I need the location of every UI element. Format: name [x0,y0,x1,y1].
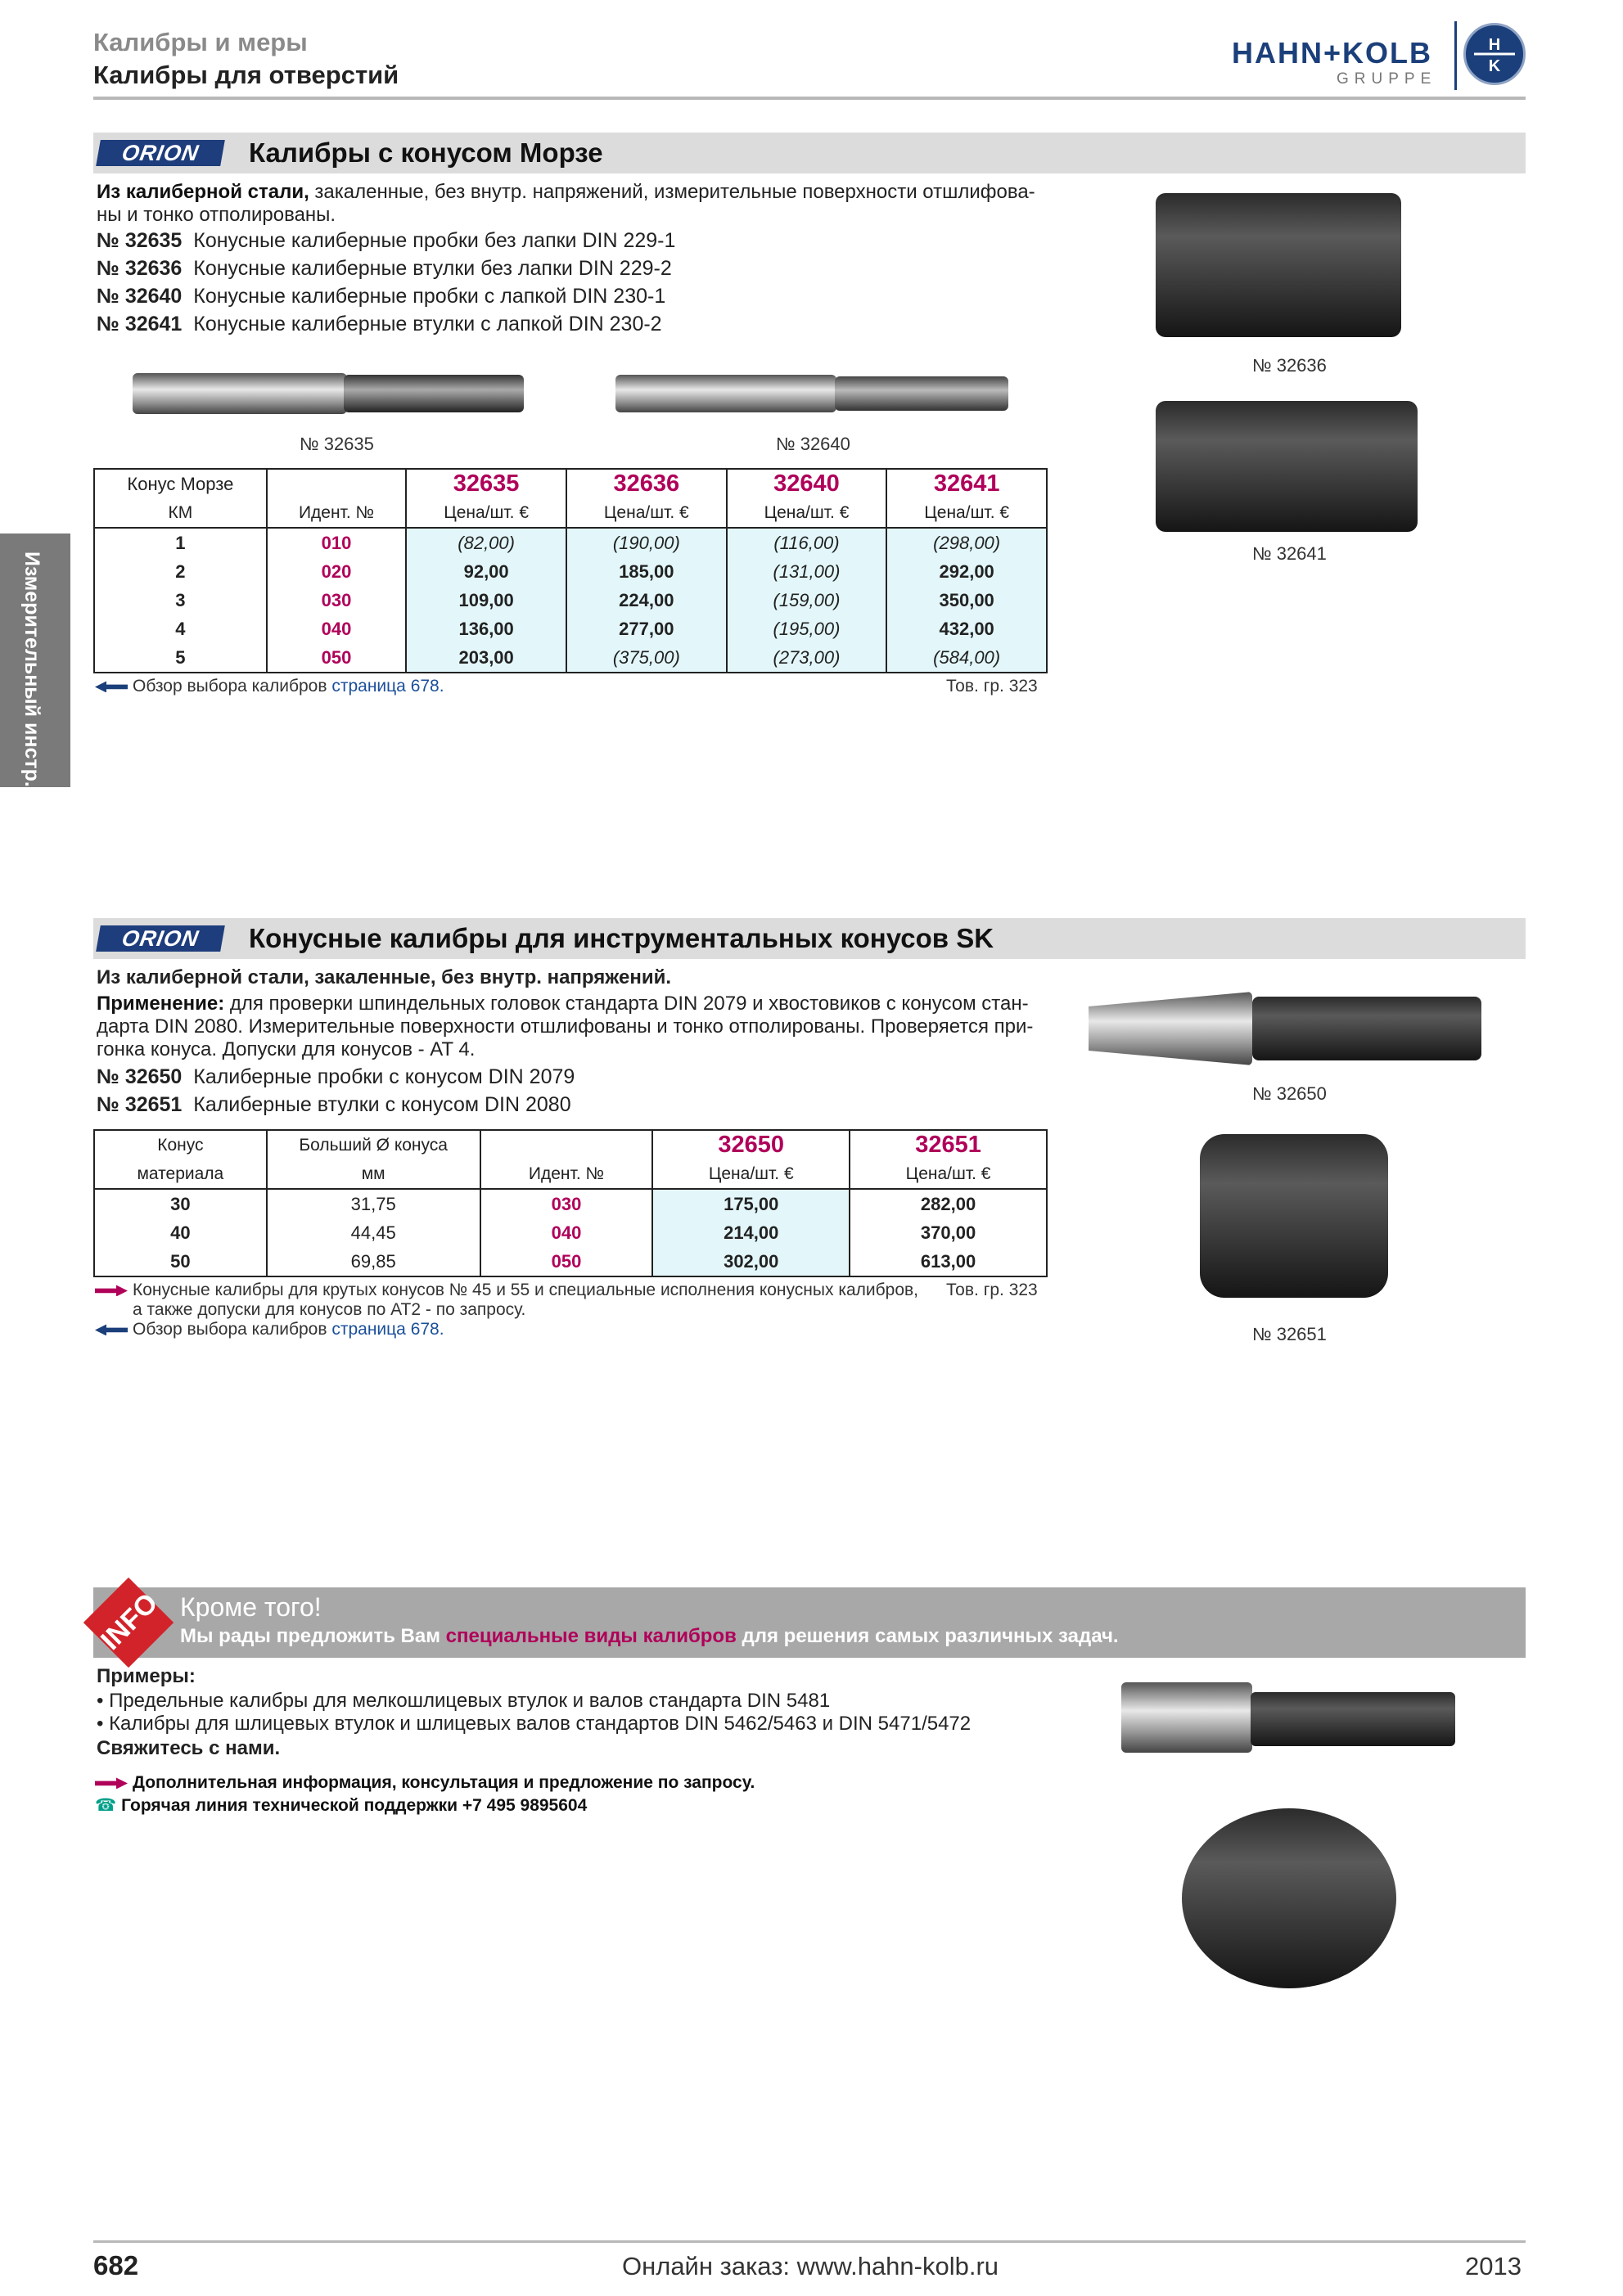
table-row: 30 31,75 030 175,00 282,00 [94,1189,1047,1218]
examples-label: Примеры: [97,1665,196,1687]
logo-text: HAHN+KOLB [1232,36,1433,70]
example-item: • Калибры для шлицевых втулок и шлицевых валов стандартов DIN 5462/5463 и DIN 5471/5472 [97,1713,972,1735]
section2-application-line3: гонка конуса. Допуски для конусов - AT 4. [97,1038,476,1060]
table-col-header: 32641 [886,469,1047,498]
arrow-left-icon [95,1324,128,1335]
section2-request-note-line2: а также допуски для конусов по AT2 - по запросу. [133,1300,526,1319]
table-col-header: 32635 [406,469,566,498]
sk-plug-gauge-handle-32650 [1252,997,1481,1060]
spline-ring-gauge-image [1182,1808,1396,1988]
section1-description-line2: ны и тонко отполированы. [97,204,336,226]
header-divider [93,97,1526,100]
section1-overview-note: Обзор выбора калибров страница 678. [95,676,444,696]
table-header: Идент. № [267,498,407,528]
table-row: 2 020 92,00 185,00 (131,00) 292,00 [94,557,1047,586]
info-banner [93,1587,1526,1658]
table-header: Цена/шт. € [886,498,1047,528]
sk-sleeve-gauge-image-32651 [1200,1134,1388,1298]
logo-divider [1454,21,1457,90]
table-header: Конус [94,1130,267,1159]
table-header: Цена/шт. € [850,1159,1047,1189]
table-header: Идент. № [480,1159,653,1189]
table-row: 3 030 109,00 224,00 (159,00) 350,00 [94,586,1047,615]
table-col-header: 32651 [850,1130,1047,1159]
section2-application-line2: дарта DIN 2080. Измерительные поверхности отшлифованы и тонко отполированы. Проверяется при- [97,1015,1034,1038]
table-header: Цена/шт. € [727,498,887,528]
info-text: Мы рады предложить Вам специальные виды калибров для решения самых различных задач. [180,1625,1119,1647]
side-tab[interactable] [0,533,70,787]
hk-logo-icon [1463,23,1526,85]
page-link[interactable]: страница 678. [331,1320,444,1339]
plug-gauge-image-32635 [133,373,347,414]
sk-plug-gauge-image-32650 [1089,992,1252,1065]
article-32651: № 32651 Калиберные втулки с конусом DIN 2080 [97,1093,571,1116]
table-header: КМ [94,498,267,528]
page-number: 682 [93,2250,139,2280]
image-caption-32641: № 32641 [1252,543,1327,564]
image-caption-32651: № 32651 [1252,1324,1327,1344]
orion-logo: ORION [96,140,225,166]
section2-product-group: Тов. гр. 323 [946,1281,1038,1299]
plug-gauge-image-32640 [615,375,836,412]
table-row: 40 44,45 040 214,00 370,00 [94,1218,1047,1247]
spline-gauge-image [1121,1682,1252,1753]
contact-text: Свяжитесь с нами. [97,1737,281,1759]
table-col-header: 32640 [727,469,887,498]
spline-gauge-handle [1251,1692,1455,1746]
orion-logo: ORION [96,925,225,952]
example-item: • Предельные калибры для мелкошлицевых втулок и валов стандарта DIN 5481 [97,1690,831,1712]
side-tab-label: Измерительный инстр. [20,551,43,787]
sleeve-gauge-image-32636 [1156,193,1401,337]
hotline-note: ☎ Горячая линия технической поддержки +7 495 9895604 [95,1796,588,1815]
plug-gauge-handle-32635 [344,375,524,412]
table-header: Конус Морзе [94,469,267,498]
image-caption-32635: № 32635 [300,434,374,454]
sleeve-gauge-image-32641 [1156,401,1418,532]
online-order-link[interactable]: Онлайн заказ: www.hahn-kolb.ru [622,2252,999,2280]
table-row: 1 010 (82,00) (190,00) (116,00) (298,00) [94,528,1047,557]
section2-request-note: Конусные калибры для крутых конусов № 45 и 55 и специальные исполнения конусных калибров, [95,1280,918,1300]
page-link[interactable]: страница 678. [331,677,444,696]
article-32640: № 32640 Конусные калиберные пробки с лапкой DIN 230-1 [97,285,666,308]
section1-product-group: Тов. гр. 323 [946,677,1038,696]
catalog-year: 2013 [1465,2252,1522,2280]
arrow-right-icon [95,1285,128,1296]
table-header: Цена/шт. € [652,1159,850,1189]
arrow-left-icon [95,681,128,692]
table-row: 50 69,85 050 302,00 613,00 [94,1247,1047,1276]
table-header: Цена/шт. € [566,498,727,528]
plug-gauge-handle-32640 [835,376,1008,411]
section2-overview-note: Обзор выбора калибров страница 678. [95,1319,444,1339]
table-row: 4 040 136,00 277,00 (195,00) 432,00 [94,615,1047,643]
section2-header [93,918,1526,959]
logo-subtext: GRUPPE [1337,70,1437,88]
table-header: мм [267,1159,480,1189]
info-title: Кроме того! [180,1592,322,1622]
section1-description: Из калиберной стали, закаленные, без внутр. напряжений, измерительные поверхности отшлифова- [97,181,1035,203]
header-category: Калибры и меры [93,28,308,56]
article-32635: № 32635 Конусные калиберные пробки без лапки DIN 229-1 [97,229,676,252]
table-header: Цена/шт. € [406,498,566,528]
article-32636: № 32636 Конусные калиберные втулки без лапки DIN 229-2 [97,257,672,280]
table-row: 5 050 203,00 (375,00) (273,00) (584,00) [94,643,1047,673]
morse-taper-table [93,468,1048,673]
article-32641: № 32641 Конусные калиберные втулки с лапкой DIN 230-2 [97,313,662,335]
section2-title: Конусные калибры для инструментальных конусов SK [249,923,994,953]
table-col-header: 32650 [652,1130,850,1159]
info-icon: INFO [83,1578,174,1668]
svg-text:K: K [1488,57,1501,75]
image-caption-32636: № 32636 [1252,355,1327,376]
more-info-note: Дополнительная информация, консультация и предложение по запросу. [95,1772,755,1793]
svg-text:H: H [1488,36,1501,54]
sk-taper-table [93,1129,1048,1277]
article-32650: № 32650 Калиберные пробки с конусом DIN 2079 [97,1065,575,1088]
section2-application: Применение: для проверки шпиндельных головок стандарта DIN 2079 и хвостовиков с конусом стан- [97,993,1029,1015]
section2-description: Из калиберной стали, закаленные, без внутр. напряжений. [97,966,671,988]
table-col-header: 32636 [566,469,727,498]
image-caption-32640: № 32640 [776,434,850,454]
footer-divider [93,2240,1526,2243]
section1-header [93,133,1526,173]
image-caption-32650: № 32650 [1252,1083,1327,1104]
phone-icon: ☎ [95,1796,117,1815]
table-header: материала [94,1159,267,1189]
section1-title: Калибры с конусом Морзе [249,137,603,168]
arrow-right-icon [95,1777,128,1789]
header-subcategory: Калибры для отверстий [93,61,399,89]
table-header: Больший Ø конуса [267,1130,480,1159]
